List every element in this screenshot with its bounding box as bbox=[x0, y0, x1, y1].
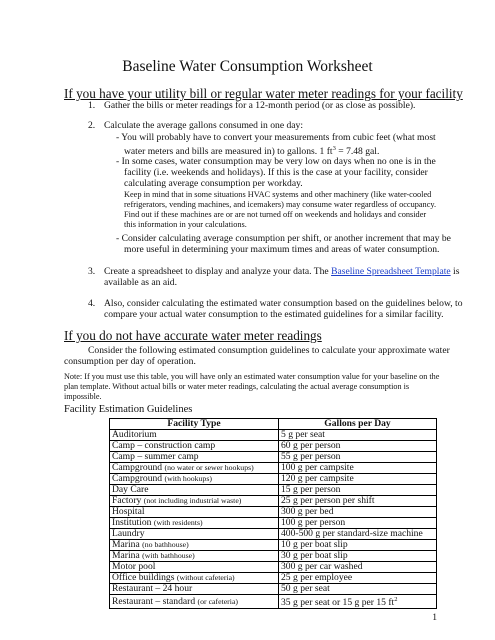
gallons-per-day-cell: 60 g per person bbox=[279, 441, 437, 452]
facility-type-cell: Factory (not including industrial waste) bbox=[110, 496, 279, 507]
note-text: Note: If you must use this table, you will have only an estimated water consumption value for your baseline on the bbox=[64, 372, 440, 381]
table-row bbox=[110, 540, 437, 551]
gallons-per-day-cell: 400-500 g per standard-size machine bbox=[279, 529, 437, 540]
small-note: Find out if these machines are or are not turned off on weekends and holidays and consider bbox=[124, 210, 427, 219]
column-header-facility-type: Facility Type bbox=[110, 419, 279, 430]
small-note: this information in your calculations. bbox=[124, 220, 247, 229]
gallons-per-day-cell: 300 g per bed bbox=[279, 507, 437, 518]
gallons-per-day-cell: 120 g per campsite bbox=[279, 474, 437, 485]
facility-estimation-table bbox=[109, 418, 437, 609]
bullet-text: - In some cases, water consumption may be very low on days when no one is in the bbox=[116, 156, 436, 167]
facility-type-cell: Campground (with hookups) bbox=[110, 474, 279, 485]
table-row bbox=[110, 441, 437, 452]
gallons-per-day-cell: 50 g per seat bbox=[279, 584, 437, 595]
facility-type-cell: Camp – construction camp bbox=[110, 441, 279, 452]
table-row bbox=[110, 584, 437, 595]
table-row bbox=[110, 529, 437, 540]
gallons-per-day-cell: 25 g per person per shift bbox=[279, 496, 437, 507]
gallons-per-day-cell: 25 g per employee bbox=[279, 573, 437, 584]
facility-type-cell: Marina (no bathhouse) bbox=[110, 540, 279, 551]
gallons-per-day-cell: 10 g per boat slip bbox=[279, 540, 437, 551]
table-row bbox=[110, 507, 437, 518]
paragraph-text: consumption per day of operation. bbox=[64, 356, 196, 367]
item-number: 4. bbox=[88, 298, 96, 309]
facility-type-cell: Restaurant – standard (or cafeteria) bbox=[110, 595, 279, 609]
item-number: 3. bbox=[88, 266, 96, 277]
gallons-per-day-cell: 15 g per person bbox=[279, 485, 437, 496]
gallons-per-day-cell: 100 g per campsite bbox=[279, 463, 437, 474]
table-row bbox=[110, 562, 437, 573]
page-title: Baseline Water Consumption Worksheet bbox=[122, 58, 373, 75]
step-1-text: Gather the bills or meter readings for a 12-month period (or as close as possible). bbox=[104, 100, 416, 111]
page-number: 1 bbox=[432, 612, 437, 623]
gallons-per-day-cell: 100 g per person bbox=[279, 518, 437, 529]
facility-type-cell: Motor pool bbox=[110, 562, 279, 573]
table-row bbox=[110, 573, 437, 584]
table-row bbox=[110, 474, 437, 485]
gallons-per-day-cell: 30 g per boat slip bbox=[279, 551, 437, 562]
note-text: plan template. Without actual bills or water meter readings, calculating the actual average consumption is bbox=[64, 382, 410, 391]
column-header-gallons-per-day: Gallons per Day bbox=[279, 419, 437, 430]
bullet-text: water meters and bills are measured in) to gallons. 1 $ft^3 = 7.48$ gal. bbox=[124, 145, 380, 158]
facility-type-cell: Marina (with bathhouse) bbox=[110, 551, 279, 562]
facility-type-cell: Office buildings (without cafeteria) bbox=[110, 573, 279, 584]
gallons-per-day-cell: 300 g per car washed bbox=[279, 562, 437, 573]
facility-type-cell: Camp – summer camp bbox=[110, 452, 279, 463]
facility-type-cell: Restaurant – 24 hour bbox=[110, 584, 279, 595]
table-row bbox=[110, 518, 437, 529]
baseline-spreadsheet-template-link[interactable]: Baseline Spreadsheet Template bbox=[331, 266, 451, 277]
table-caption: Facility Estimation Guidelines bbox=[64, 404, 193, 415]
facility-type-cell: Institution (with residents) bbox=[110, 518, 279, 529]
bullet-text: facility (i.e. weekends and holidays). If this is the case at your facility, consider bbox=[124, 167, 428, 178]
table-header-row bbox=[110, 419, 437, 430]
facility-type-cell: Auditorium bbox=[110, 430, 279, 441]
bullet-text: - You will probably have to convert your measurements from cubic feet (what most bbox=[116, 132, 436, 143]
facility-type-cell: Day Care bbox=[110, 485, 279, 496]
bullet-text: more useful in determining your maximum times and areas of water consumption. bbox=[124, 244, 440, 255]
step-4-text: compare your actual water consumption to the estimated guidelines for a similar facility. bbox=[104, 309, 444, 320]
table-row bbox=[110, 496, 437, 507]
bullet-text: calculating average consumption per workday. bbox=[124, 178, 303, 189]
bullet-text: - Consider calculating average consumption per shift, or another increment that may be bbox=[116, 233, 451, 244]
gallons-per-day-cell: 5 g per seat bbox=[279, 430, 437, 441]
small-note: Keep in mind that in some situations HVAC systems and other machinery (like water-cooled bbox=[124, 190, 432, 199]
table-row bbox=[110, 551, 437, 562]
small-note: refrigerators, vending machines, and icemakers) may consume water regardless of occupancy. bbox=[124, 200, 437, 209]
facility-type-cell: Hospital bbox=[110, 507, 279, 518]
gallons-per-day-cell: 55 g per person bbox=[279, 452, 437, 463]
table-row bbox=[110, 430, 437, 441]
item-number: 1. bbox=[88, 100, 96, 111]
note-text: impossible. bbox=[64, 392, 102, 401]
facility-type-cell: Laundry bbox=[110, 529, 279, 540]
facility-type-cell: Campground (no water or sewer hookups) bbox=[110, 463, 279, 474]
section-heading-no-meter-readings: If you do not have accurate water meter readings bbox=[64, 328, 322, 343]
table-row bbox=[110, 452, 437, 463]
step-3-text: Create a spreadsheet to display and analyze your data. The Baseline Spreadsheet Template is bbox=[104, 266, 460, 277]
table-row bbox=[110, 463, 437, 474]
table-row bbox=[110, 595, 437, 609]
gallons-per-day-cell: 35 g per seat or 15 g per 15 $ft^2$ bbox=[279, 595, 437, 609]
item-number: 2. bbox=[88, 120, 96, 131]
step-3-text: available as an aid. bbox=[104, 277, 177, 288]
step-4-text: Also, consider calculating the estimated water consumption based on the guidelines below, to bbox=[104, 298, 463, 309]
step-2-text: Calculate the average gallons consumed in one day: bbox=[104, 120, 304, 131]
table-row bbox=[110, 485, 437, 496]
paragraph-text: Consider the following estimated consumption guidelines to calculate your approximate water bbox=[88, 345, 450, 356]
section-heading-meter-readings: If you have your utility bill or regular water meter readings for your facility bbox=[64, 86, 463, 101]
